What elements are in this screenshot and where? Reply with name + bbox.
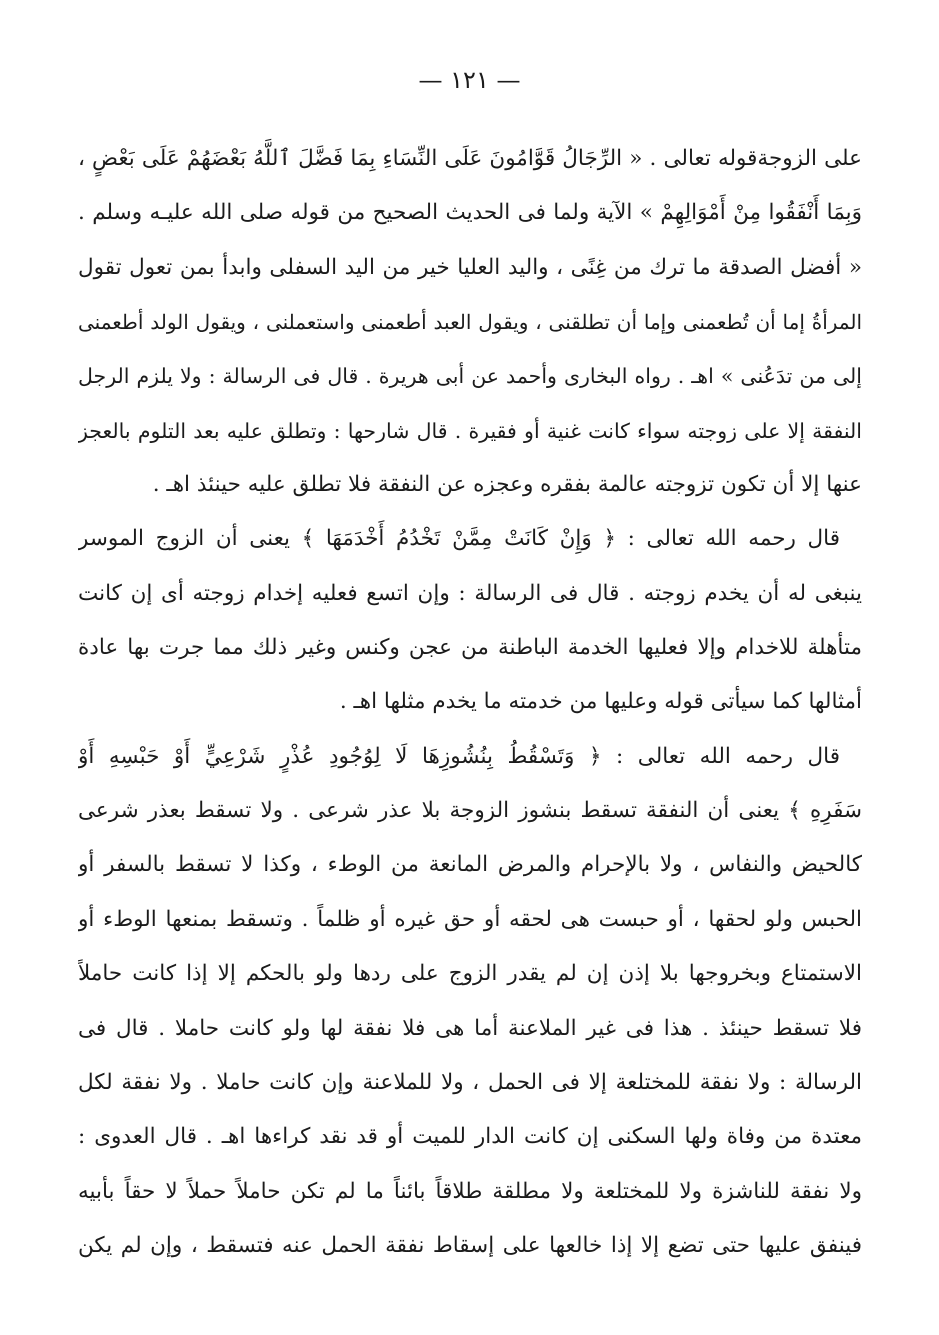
text-line: « أفضل الصدقة ما ترك من غِنًى ، واليد العليا خير من اليد السفلى وابدأ بمن تعول تقول [78, 254, 862, 280]
text-line: على الزوجةقوله تعالى . « الرِّجَالُ قَوَّامُونَ عَلَى النِّسَاءِ بِمَا فَضَّلَ ٱللَّهُ بَعْضَهُمْ عَلَى بَعْضٍ ، [78, 146, 862, 171]
text-line: الاستمتاع وبخروجها بلا إذن إن لم يقدر الزوج على ردها ولو بالحكم إلا إذا كانت حاملاً [78, 961, 862, 987]
text-line: ينبغى له أن يخدم زوجته . قال فى الرسالة : وإن اتسع فعليه إخدام زوجته أى إن كانت [78, 580, 862, 606]
text-line: ولا نفقة للناشزة ولا للمختلعة ولا مطلقة طلاقاً بائناً ما لم تكن حاملاً حملاً لا حقاً بأبيه [78, 1178, 862, 1204]
text-line: أمثالها كما سيأتى قوله وعليها من خدمته ما يخدم مثلها اهـ . [339, 689, 862, 715]
text-line: متأهلة للاخدام وإلا فعليها الخدمة الباطنة من عجن وكنس وغير ذلك مما جرت بها عادة [78, 635, 862, 661]
text-line: عنها إلا أن تكون تزوجته عالمة بفقره وعجزه عن النفقة فلا تطلق عليه حينئذ اهـ . [152, 472, 862, 498]
text-line: الحبس ولو لحقها ، أو حبست هى لحقه أو حق غيره أو ظلماً . وتسقط بمنعها الوطء أو [78, 906, 862, 932]
text-line: المرأةُ إما أن تُطعمنى وإما أن تطلقنى ، ويقول العبد أطعمنى واستعملنى ، ويقول الولد أطعمنى [78, 310, 862, 335]
text-line: فلا تسقط حينئذ . هذا فى غير الملاعنة أما هى فلا نفقة لها ولو كانت حاملا . قال فى [78, 1015, 862, 1041]
text-line: إلى من تدَعُنى » اهـ . رواه البخارى وأحمد عن أبى هريرة . قال فى الرسالة : ولا يلزم الرجل [78, 364, 862, 389]
page-number: — ١٢١ — [418, 66, 521, 94]
text-line: الرسالة : ولا نفقة للمختلعة إلا فى الحمل ، ولا للملاعنة وإن كانت حاملا . ولا نفقة لكل [78, 1069, 862, 1095]
text-line: قال رحمه الله تعالى : ﴿ وَتَسْقُطُ بِنُشُوزِهَا لَا لِوُجُودِ عُذْرٍ شَرْعِيٍّ أَوْ حَبْسِهِ أَوْ [78, 743, 840, 769]
text-line: فينفق عليها حتى تضع إلا إذا خالعها على إسقاط نفقة الحمل عنه فتسقط ، وإن لم يكن [78, 1232, 862, 1258]
text-line: سَفَرِهِ ﴾ يعنى أن النفقة تسقط بنشوز الزوجة بلا عذر شرعى . ولا تسقط بعذر شرعى [78, 798, 862, 824]
text-line: معتدة من وفاة ولها السكنى إن كانت الدار للميت أو قد نقد كراءها اهـ . قال العدوى : [78, 1124, 862, 1150]
text-line: قال رحمه الله تعالى : ﴿ وَإِنْ كَانَتْ مِمَّنْ تَخْدُمُ أَخْدَمَهَا ﴾ يعنى أن الزوج الموسر [78, 526, 840, 552]
text-line: النفقة إلا على زوجته سواء كانت غنية أو فقيرة . قال شارحها : وتطلق عليه بعد التلوم بالعجز [78, 418, 862, 443]
text-line: وَبِمَا أَنْفَقُوا مِنْ أَمْوَالِهِمْ » الآية ولما فى الحديث الصحيح من قوله صلى الله عليـه وسلم . [78, 200, 862, 226]
text-line: كالحيض والنفاس ، ولا بالإحرام والمرض المانعة من الوطء ، وكذا لا تسقط بالسفر أو [78, 852, 862, 878]
body-text [78, 132, 862, 1273]
